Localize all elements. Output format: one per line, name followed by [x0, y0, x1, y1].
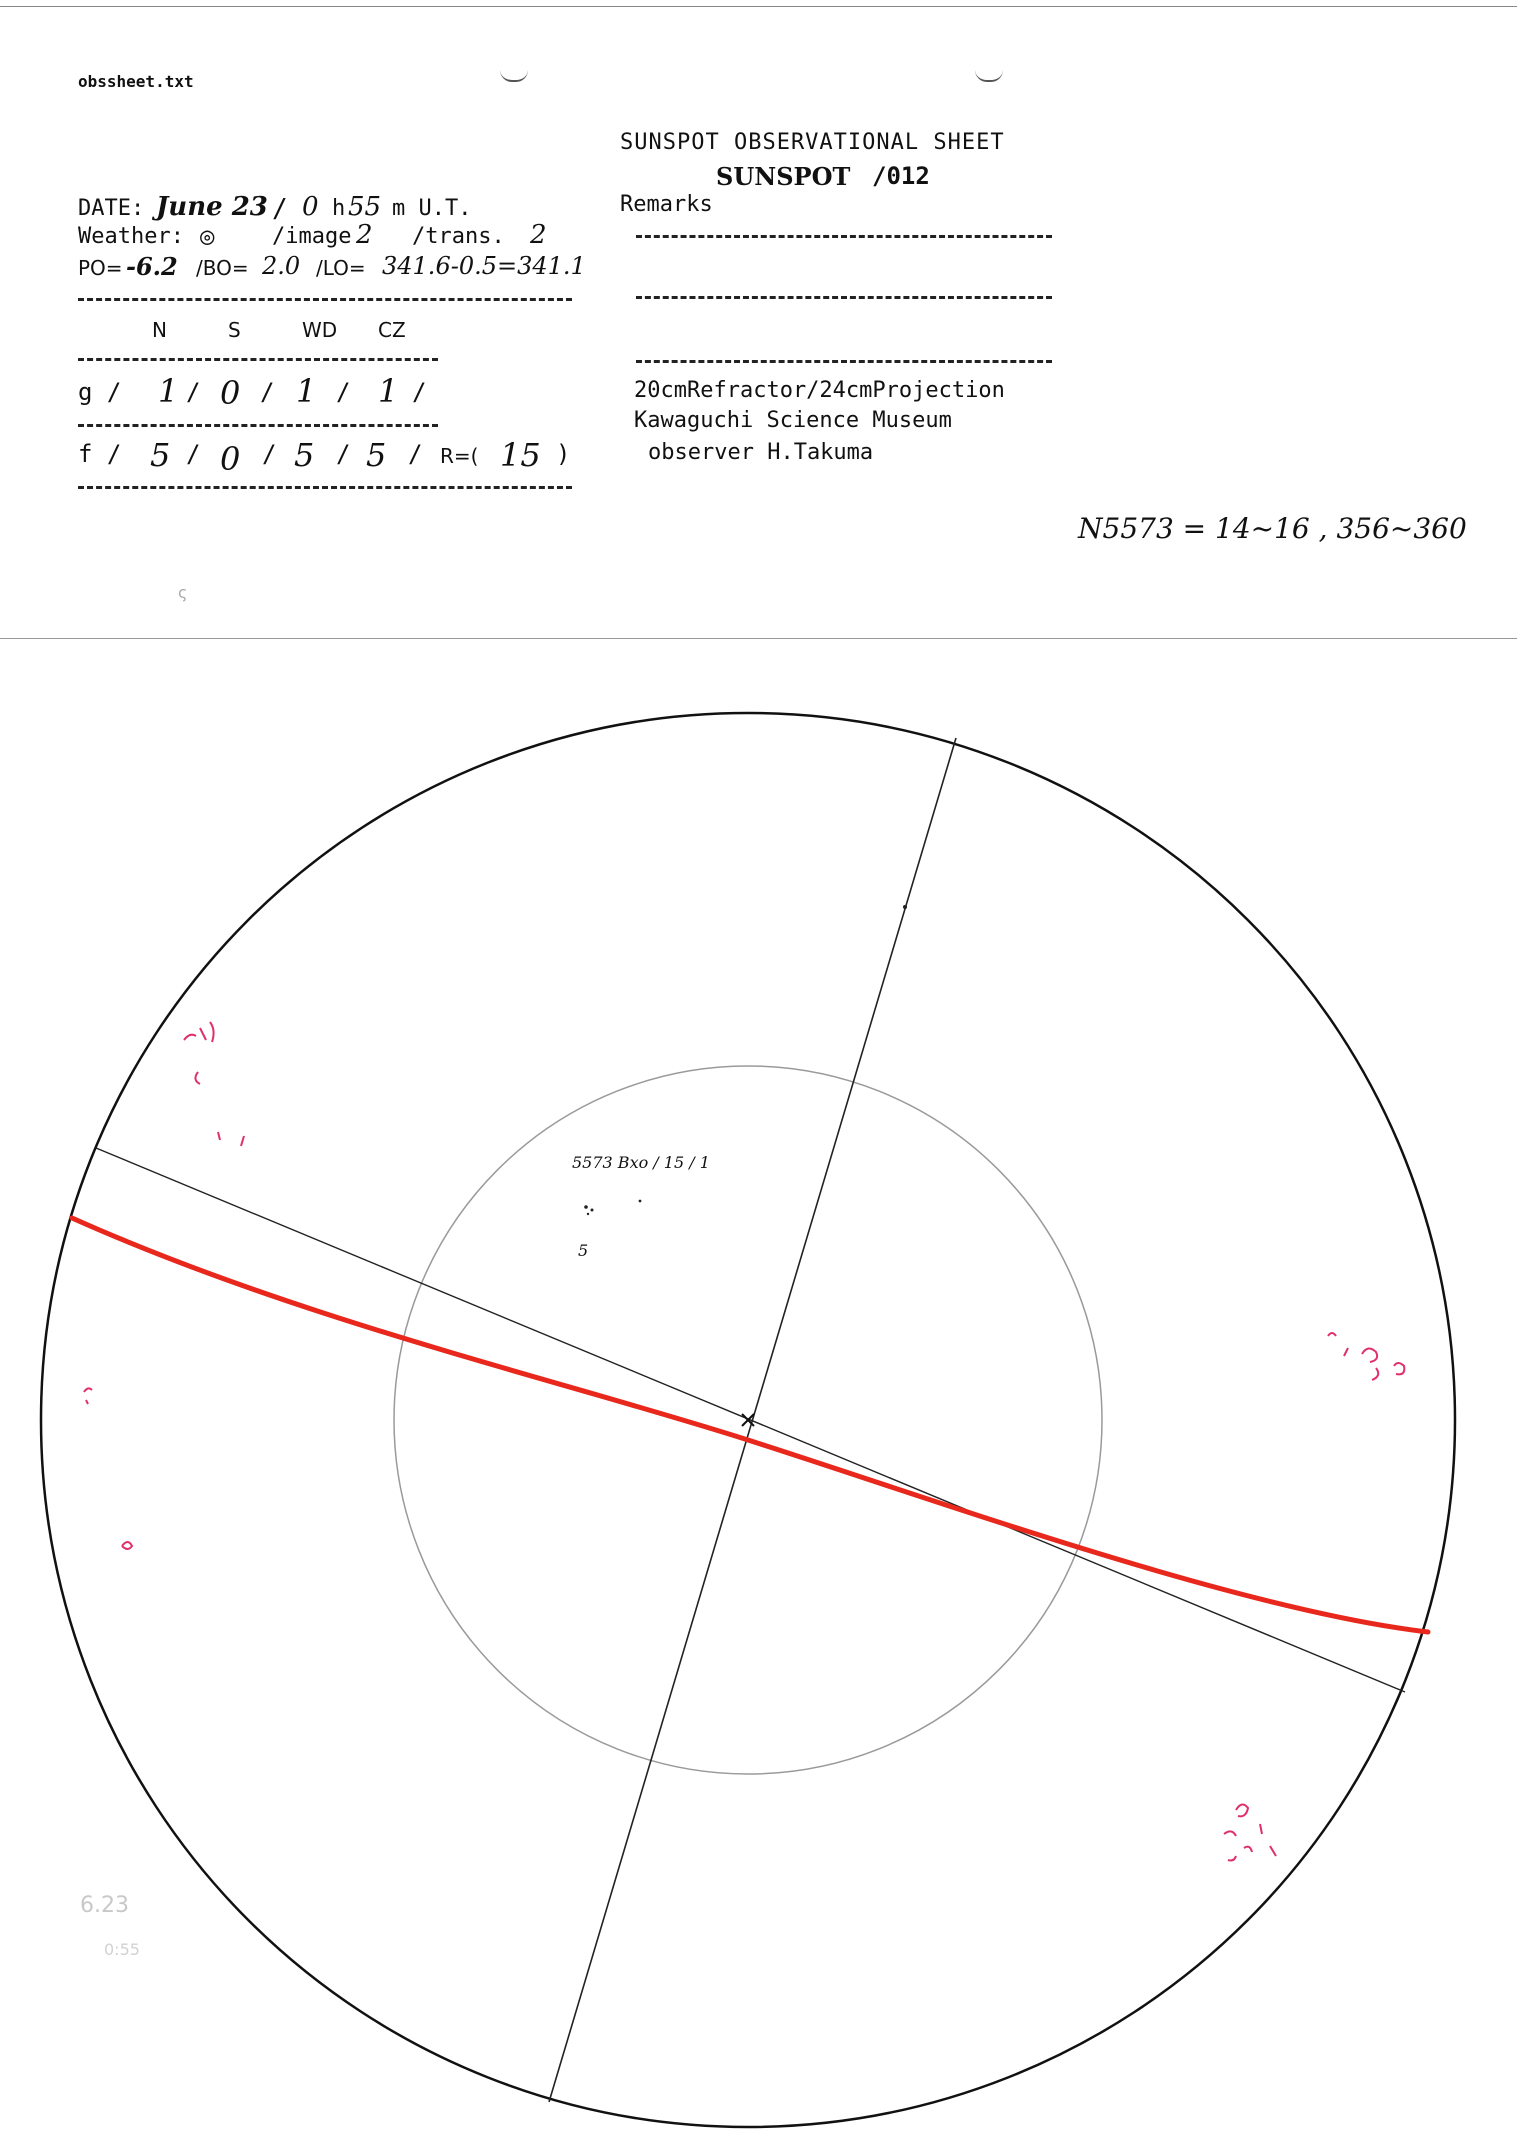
ecliptic-line	[96, 1148, 1405, 1692]
axis-tick	[903, 905, 907, 909]
r-value: 15	[500, 436, 541, 474]
column-n: N	[152, 318, 167, 342]
margin-note-time: 0:55	[104, 1940, 140, 1959]
sheet-subtitle-label: SUNSPOT	[716, 162, 851, 191]
f-sep-2: /	[262, 440, 277, 468]
f-cz: 5	[366, 436, 387, 474]
b0-label: /BO=	[196, 256, 249, 280]
f-sep-4: /	[408, 440, 423, 468]
g-wd: 1	[296, 372, 317, 410]
trans-value: 2	[530, 220, 547, 250]
g-sep-1: /	[186, 378, 201, 406]
g-sep-3: /	[336, 378, 351, 406]
r-close: )	[556, 440, 571, 468]
date-value: June 23	[156, 192, 268, 222]
location-text: Kawaguchi Science Museum	[634, 408, 952, 433]
p0-value: -6.2	[126, 252, 178, 281]
column-s: S	[228, 318, 241, 342]
image-label: /image	[272, 224, 352, 249]
minute-value: 55	[348, 192, 382, 222]
remarks-label: Remarks	[620, 192, 713, 217]
sheet-title: SUNSPOT OBSERVATIONAL SHEET	[620, 130, 1005, 155]
sunspot-group-5573	[584, 1200, 641, 1216]
sheet-number: /012	[872, 162, 930, 190]
f-south: 0	[220, 440, 241, 478]
g-cz: 1	[378, 372, 399, 410]
stray-mark: ς	[178, 583, 188, 602]
b0-value: 2.0	[262, 252, 301, 280]
column-wd: WD	[302, 318, 338, 342]
f-north: 5	[150, 436, 171, 474]
weather-label: Weather:	[78, 224, 184, 249]
date-separator: /	[272, 194, 288, 224]
f-sep-1: /	[186, 440, 201, 468]
r-label: R=(	[440, 444, 479, 468]
g-north: 1	[158, 372, 179, 410]
l0-value: 341.6-0.5=341.1	[382, 252, 586, 280]
file-name: obssheet.txt	[78, 72, 194, 91]
column-cz: CZ	[378, 318, 406, 342]
image-value: 2	[356, 220, 373, 250]
spot-count: 5	[578, 1241, 589, 1260]
hour-value: 0	[302, 192, 319, 222]
instrument-text: 20cmRefractor/24cmProjection	[634, 378, 1005, 403]
g-sep-2: /	[260, 378, 275, 406]
g-sep-4: /	[412, 378, 427, 406]
g-row-label: g /	[78, 378, 122, 406]
spot-group-label: 5573 Bxo / 15 / 1	[572, 1153, 710, 1172]
polar-axis-line	[549, 738, 956, 2102]
solar-equator-line	[72, 1218, 1428, 1632]
f-row-label: f /	[78, 440, 122, 468]
f-sep-3: /	[336, 440, 351, 468]
minute-label: m U.T.	[392, 196, 472, 221]
hour-label: h	[332, 196, 346, 221]
f-wd: 5	[294, 436, 315, 474]
trans-label: /trans.	[412, 224, 505, 249]
weather-value: ◎	[200, 222, 215, 250]
group-note: N5573 = 14~16 , 356~360	[1078, 512, 1467, 545]
date-label: DATE:	[78, 196, 145, 221]
margin-note-date: 6.23	[80, 1893, 129, 1918]
g-south: 0	[220, 374, 241, 412]
p0-label: PO=	[78, 256, 123, 280]
l0-label: /LO=	[316, 256, 366, 280]
observer-text: observer H.Takuma	[648, 440, 874, 465]
